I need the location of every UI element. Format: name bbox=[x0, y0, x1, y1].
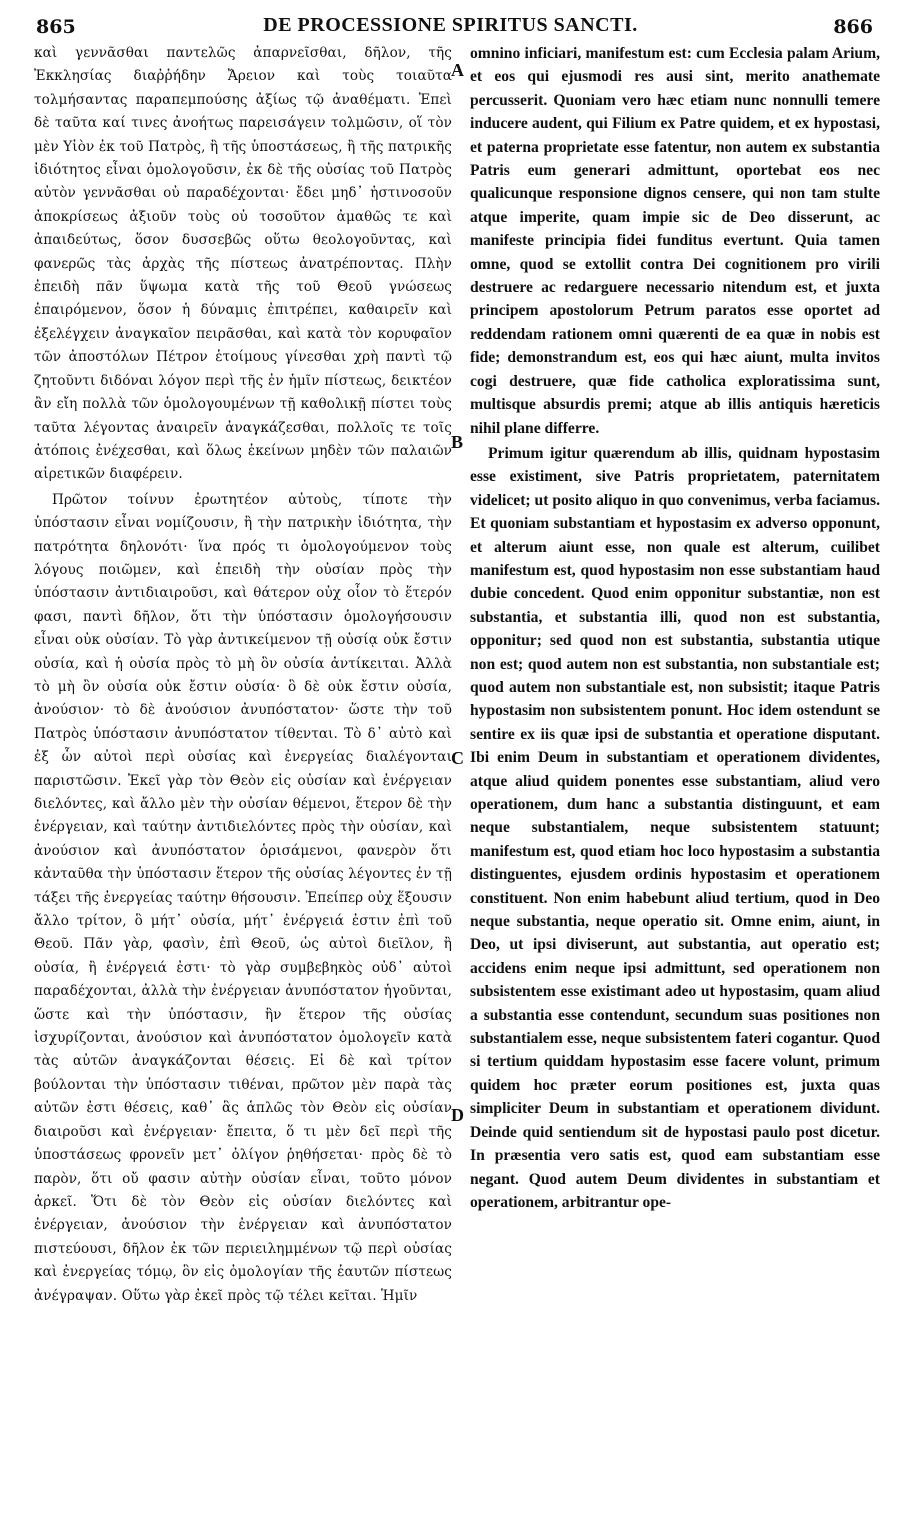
greek-paragraph-2: Πρῶτον τοίνυν ἐρωτητέον αὐτοὺς, τίποτε τὴν ὑπόστασιν εἶναι νομίζουσιν, ἢ τὴν πατρικὴν ἰδιότητα, τὴν πατρότητα δηλονότι· ἵνα πρός τι ὁμολογούμενον τοὺς λόγους ποιῶμεν, καὶ ἐπειδὴ τὴν οὐσίαν πρὸς τὴν ὑπόστασιν ἀντιδιαιροῦσι, καὶ θάτερον οὐχ οἷον τὸ ἕτερόν φασι, παντὶ δῆλον, ὅτι τὴν ὑπόστασιν ὁμολογήσουσιν εἶναι οὐκ οὐσίαν. Τὸ γὰρ ἀντικείμενον τῇ οὐσίᾳ οὐκ ἔστιν οὐσία, καὶ ἡ οὐσία πρὸς τὸ μὴ ὂν οὐσία ἀντίκειται. Ἀλλὰ τὸ μὴ ὂν οὐσία οὐκ ἔστιν οὐσία· ὃ δὲ οὐκ ἔστιν οὐσία, ἀνούσιον· τὸ δὲ ἀνούσιον ἀνυπόστατον· ὥστε τὴν τοῦ Πατρὸς ὑπόστασιν ἀνυπόστατον τίθενται. Τὸ δ᾽ αὐτὸ καὶ ἐξ ὧν αὐτοὶ περὶ οὐσίας καὶ ἐνεργείας διαλέγονται παριστῶσιν. Ἐκεῖ γὰρ τὸν Θεὸν εἰς οὐσίαν καὶ ἐνέργειαν διελόντες, καὶ ἄλλο μὲν τὴν οὐσίαν θέμενοι, ἕτερον δὲ τὴν ἐνέργειαν, καὶ ταύτην ἀντιδιελόντες πρὸς τὴν οὐσίαν, καὶ ἀνούσιον καὶ ἀνυπόστατον ὁρισάμενοι, φανερὸν ὅτι κἀνταῦθα τὴν ὑπόστασιν ἕτερον τῆς οὐσίας λέγοντες ἐν τῇ τάξει τῆς ἐνεργείας ταύτην θήσουσιν. Ἐπείπερ οὐχ ἕξουσιν ἄλλο τρίτον, ὃ μήτ᾽ οὐσία, μήτ᾽ ἐνέργειά ἐστιν ἐπὶ τοῦ Θεοῦ. Πᾶν γὰρ, φασὶν, ἐπὶ Θεοῦ, ὡς αὐτοὶ διεῖλον, ἢ οὐσία, ἢ ἐνέργειά ἐστι· τὸ γὰρ συμβεβηκὸς οὐδ᾽ αὐτοὶ παραδέχονται, ἀλλὰ τὴν ἐνέργειαν ἀνυπόστατον ἡγοῦνται, ὥστε καὶ τὴν ὑπόστασιν, ἣν ἕτερον τῆς οὐσίας ἰσχυρίζονται, ἀνούσιον καὶ ἀνυπόστατον ὁμολογεῖν κατὰ τὰς αὐτῶν ἀναγκάζονται θέσεις. Εἰ δὲ καὶ τρίτον βούλονται τὴν ὑπόστασιν τιθέναι, πρῶτον μὲν παρὰ τὰς αὐτῶν ἐστι θέσεις, καθ᾽ ἃς ἁπλῶς τὸν Θεὸν εἰς οὐσίαν διαιροῦσι καὶ ἐνέργειαν· ἔπειτα, ὅ τι μὲν δεῖ περὶ τῆς ὑποστάσεως φρονεῖν μετ᾽ ὀλίγον ῥηθήσεται· πρὸς δὲ τὸ παρὸν, ὅτι οὔ φασιν αὐτὴν οὐσίαν εἶναι, τοῦτο μόνον ἀρκεῖ. Ὅτι δὲ τὸν Θεὸν εἰς οὐσίαν διελόντες καὶ ἐνέργειαν, ἀνούσιον τὴν ἐνέργειαν καὶ ἀνυπόστατον πιστεύουσι, δῆλον ἐκ τῶν περιειλημμένων τῷ περὶ οὐσίας καὶ ἐνεργείας τόμῳ, ὃν εἰς ὁμολογίαν τῆς ἑαυτῶν πίστεως ἀνέγραψαν. Οὕτω γὰρ ἐκεῖ πρὸς τῷ τέλει κεῖται. Ἡμῖν bbox=[34, 491, 452, 1304]
latin-column bbox=[470, 42, 880, 1214]
greek-column bbox=[34, 42, 452, 1308]
running-header bbox=[28, 10, 873, 40]
latin-paragraph-1: omnino inficiari, manifestum est: cum Ecclesia palam Arium, et eos qui ejusmodi res ausi sint, merito anathemate percusserit. Quoniam vero hæc etiam nunc nonnulli temere inducere audent, qui Filium ex Patre quidem, et ex hypostasi, et paterna proprietate esse fatentur, non autem ex substantia Patris eum generari admittunt, oportebat eos nec qualicunque responsione dignos censere, qui non tam stulte atque imperite, quam impie sic de Deo disserunt, ac manifeste principia fidei funditus evertunt. Quia tamen omne, quod se extollit contra Dei cognitionem pro virili destruere ac redarguere necessario nitendum est, et juxta principem apostolorum Petrum paratos esse oportet ad reddendam rationem omni quærenti de ea quæ in nobis est fide; demonstrandum est, eos qui hæc aiunt, multa invitos cogi destruere, quæ fide catholica exploratissima sunt, multisque absurdis premi; atque ab illis antiquis hæreticis nihil plane differre. bbox=[470, 45, 880, 437]
latin-paragraph-2: Primum igitur quærendum ab illis, quidnam hypostasim esse existiment, sive Patris proprietatem, paternitatem videlicet; ut posito aliquo in quo convenimus, verba faciamus. Et quoniam substantiam et hypostasim ex adverso opponunt, et alterum aiunt esse, non quale est alterum, cuilibet manifestum est, quod hypostasim non esse substantiam haud dubie concedent. Quod enim opponitur substantiæ, non est substantia, et substantia illi, quod non est substantia, opponitur; sed quod non est substantia, substantia utique non est; quod autem non est substantia, non substantiale est; quod autem non substantiale est, non subsistit; itaque Patris hypostasim non subsistentem ponunt. Hoc idem ostendunt se sentire ex iis quæ ipsi de substantia et operatione disputant. Ibi enim Deum in substantiam et operationem dividentes, atque aliud quidem ponentes esse substantiam, aliud vero operationem, dum hanc a substantia distinguunt, et eam neque substantialem, neque subsistentem statuunt; manifestum est, quod etiam hoc loco hypostasim a substantia distinguentes, ejusdem ordinis hypostasim et operationem constituent. Non enim habebunt aliud tertium, quod in Deo neque substantia, neque operatio sit. Omne enim, aiunt, in Deo, ut ipsi diviserunt, aut substantia, aut operatio est; accidens enim neque ipsi admittunt, sed operationem non subsistentem esse existimant adeo ut hypostasim, quam aliud a substantia esse contendunt, secundum suas positiones non substantialem esse, neque subsistentem fateri cogantur. Quod si tertium quiddam hypostasim esse facere volunt, primum quidem hoc præter eorum positiones est, juxta quas simpliciter Deum in substantiam et operationem dividunt. Deinde quid sentiendum sit de hypostasi paulo post dicetur. In præsentia vero satis est, quod eam substantiam esse negant. Quod autem Deum dividentes in substantiam et operationem, arbitrantur ope- bbox=[470, 444, 880, 1211]
section-marker-d: D bbox=[451, 1105, 464, 1125]
section-marker-a: A bbox=[451, 60, 464, 80]
section-marker-c: C bbox=[451, 748, 464, 768]
running-title: DE PROCESSIONE SPIRITUS SANCTI. bbox=[263, 14, 638, 36]
page-number-right: 866 bbox=[833, 16, 873, 38]
page-number-left: 865 bbox=[36, 16, 76, 38]
section-marker-b: B bbox=[451, 432, 464, 452]
greek-paragraph-1: καὶ γεννᾶσθαι παντελῶς ἀπαρνεῖσθαι, δῆλον, τῆς Ἐκκλησίας διαῤῥήδην Ἄρειον καὶ τοὺς τοιαῦτα τολμήσαντας παραπεμπούσης ἀξίως τῷ ἀναθέματι. Ἐπεὶ δὲ ταῦτα καί τινες ἀνοήτως παρεισάγειν τολμῶσιν, οἵ τὸν μὲν Υἱὸν ἐκ τοῦ Πατρὸς, ἢ τῆς ὑποστάσεως, ἢ τῆς πατρικῆς ἰδιότητος εἶναι ὁμολογοῦσιν, ἐκ δὲ τῆς οὐσίας τοῦ Πατρὸς αὐτὸν γεννᾶσθαι οὐ παραδέχονται· ἔδει μηδ᾽ ἡστινοσοῦν ἀποκρίσεως ἀξιοῦν τοὺς οὐ τοσοῦτον ἀμαθῶς τε καὶ ἀπαιδεύτως, ὅσον δυσσεβῶς οὕτω θεολογοῦντας, καὶ φανερῶς τὰς ἀρχὰς τῆς πίστεως ἀνατρέποντας. Πλὴν ἐπειδὴ πᾶν ὕψωμα κατὰ τῆς τοῦ Θεοῦ γνώσεως ἐπαιρόμενον, ὅσον ἡ δύναμις ἐπιτρέπει, καθαιρεῖν καὶ ἐξελέγχειν ἀναγκαῖον πειρᾶσθαι, καὶ κατὰ τὸν κορυφαῖον τῶν ἀποστόλων Πέτρον ἑτοίμους γίνεσθαι χρὴ παντὶ τῷ ζητοῦντι διδόναι λόγον περὶ τῆς ἐν ἡμῖν πίστεως, δεικτέον ἂν εἴη πολλὰ τῶν ὁμολογουμένων τῇ καθολικῇ πίστει τοὺς ταῦτα λέγοντας ἀναιρεῖν ἀναγκάζεσθαι, πολλοῖς τε τοῖς ἀτόποις ἐνέχεσθαι, καὶ ὅλως ἐκείνων μηδὲν τῶν παλαιῶν αἱρετικῶν διαφέρειν. bbox=[34, 45, 452, 483]
